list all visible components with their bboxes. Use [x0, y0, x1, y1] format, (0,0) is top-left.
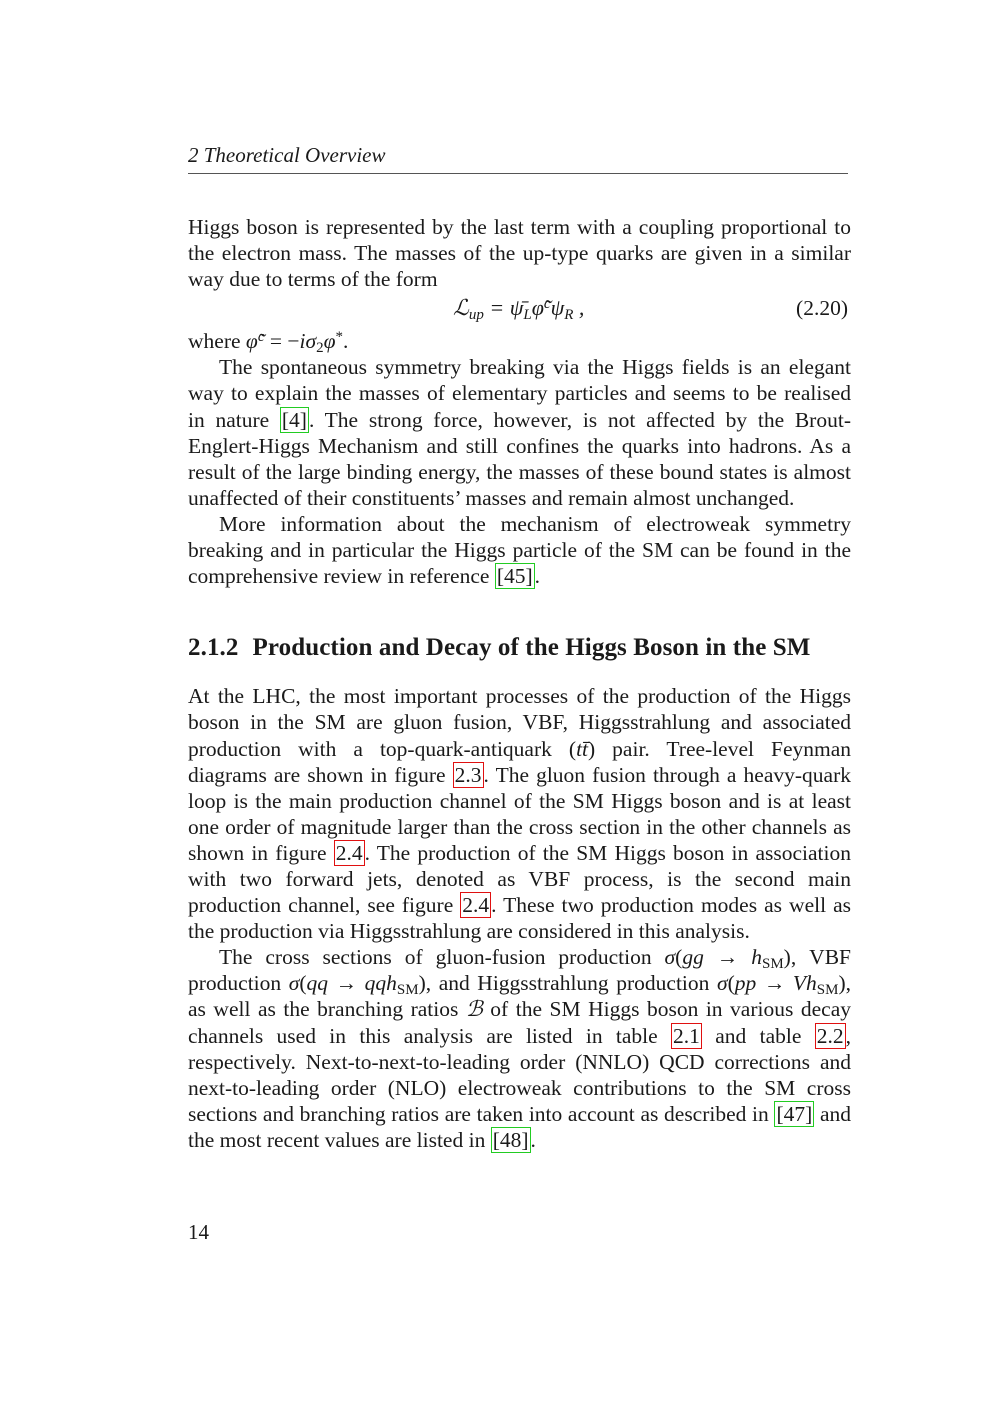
section-number: 2.1.2 [188, 634, 239, 662]
paragraph-1-continued: where φ̃$^c$ = $-i\sigma_2\varphi^*$. [188, 329, 349, 357]
paragraph-4: At the LHC, the most important processes of the production of the Higgs boson in the SM are gluon fusion, VBF, Higgsstrahlung and associated production with a top-quark-antiquark (tt̄) pair. Tree-level Feynman diagrams are shown in figure 2.3. The gluon fusion through a heavy-quark loop is the main production channel of the SM Higgs boson and is at least one order of magnitude larger than the cross section in the other channels as shown in figure 2.4. The production of the SM Higgs boson in association with two forward jets, denoted as VBF process, is the second main production channel, see figure 2.4. These two production modes as well as the production via Higgsstrahlung are considered in this analysis. [188, 684, 852, 944]
paragraph-3: More information about the mechanism of electroweak symmetry breaking and in particular the Higgs particle of the SM can be found in the comprehensive review in reference [45]. [188, 511, 851, 589]
section-title: Production and Decay of the Higgs Boson in the SM [252, 634, 811, 662]
main-text [188, 214, 851, 1153]
citation-link[interactable]: [4] [281, 407, 307, 432]
figure-link[interactable]: 2.3 [454, 762, 482, 787]
running-head: 2 Theoretical Overview [188, 143, 386, 167]
paragraph-1: Higgs boson is represented by the last term with a coupling proportional to the electron mass. The masses of the up-type quarks are given in a similar way due to terms of the form [188, 215, 851, 292]
citation-link[interactable]: [45] [496, 564, 533, 589]
table-link[interactable]: 2.1 [673, 1023, 700, 1048]
table-link[interactable]: 2.2 [816, 1023, 844, 1048]
equation-body: ℒ$_{up}$ = $\psī_L\varphĩ^c\psi_R$ , [453, 295, 585, 324]
figure-link[interactable]: 2.4 [462, 893, 490, 918]
citation-link[interactable]: [47] [776, 1101, 813, 1126]
paragraph-5: The cross sections of gluon-fusion production $\sigma(gg \to h_{SM})$, VBF production σ(qq → qqh$_{SM}$), and Higgsstrahlung production $\sigma(pp \to Vh_{SM})$, as well as the branching ratios ℬ of the SM Higgs boson in various decay channels used in this analysis are listed in table 2.1 and table 2.2, respectively. Next-to-next-to-leading order (NNLO) QCD corrections and next-to-leading order (NLO) electroweak contributions to the SM cross sections and branching ratios are taken into account as described in [47] and the most recent values are listed in [48]. [188, 945, 852, 1152]
page-number: 14 [188, 1220, 209, 1244]
paragraph-2: The spontaneous symmetry breaking via the Higgs fields is an elegant way to explain the masses of elementary particles and seems to be realised in nature [4]. The strong force, however, is not affected by the Brout-Englert-Higgs Mechanism and still confines the quarks into hadrons. As a result of the large binding energy, the masses of these bound states is almost unaffected of their constituents’ masses and remain almost unchanged. [188, 355, 851, 510]
equation-2-20 [188, 292, 851, 328]
equation-number: (2.20) [796, 296, 848, 321]
section-heading [188, 635, 851, 661]
figure-link[interactable]: 2.4 [335, 840, 363, 865]
header-rule [188, 173, 848, 174]
citation-link[interactable]: [48] [492, 1127, 529, 1152]
